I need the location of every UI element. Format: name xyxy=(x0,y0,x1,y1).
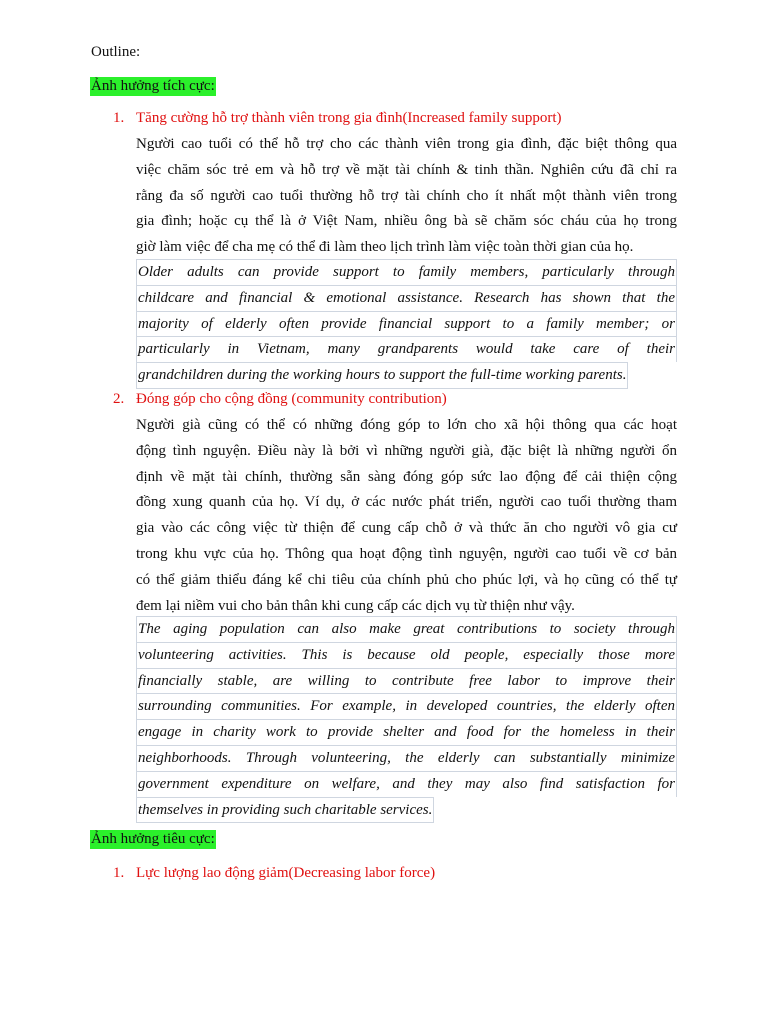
positive-effects-heading: Ảnh hưởng tích cực: xyxy=(91,78,215,94)
item-1-vi-line: Người cao tuổi có thể hỗ trợ cho các thành viên trong gia đình, đặc biệt thông qua xyxy=(136,136,677,152)
item-2-english-paragraph xyxy=(136,616,677,823)
negative-effects-heading: Ảnh hưởng tiêu cực: xyxy=(91,831,215,847)
item-1-en-line: childcare and financial & emotional assistance. Research has shown that the xyxy=(136,285,677,311)
item-2-vi-line: động tình nguyện. Điều này là bởi vì những người già, đặc biệt là những người ổn xyxy=(136,442,677,459)
item-3-number: 1. xyxy=(113,865,125,881)
item-1-title-text: Tăng cường hỗ trợ thành viên trong gia đình(Increased family support) xyxy=(136,110,562,126)
item-1-vietnamese-paragraph xyxy=(136,132,677,261)
item-2-en-line: volunteering activities. This is because old people, especially those more xyxy=(136,642,677,668)
item-2-en-line: financially stable, are willing to contribute free labor to improve their xyxy=(136,668,677,694)
item-1-en-line: majority of elderly often provide financial support to a family member; or xyxy=(136,311,677,337)
item-1-number: 1. xyxy=(113,110,125,126)
item-2-vietnamese-paragraph xyxy=(136,413,677,619)
item-2-en-line: engage in charity work to provide shelter and food for the homeless in their xyxy=(136,719,677,745)
item-2-title-text: Đóng góp cho cộng đồng (community contribution) xyxy=(136,391,447,407)
item-2-en-line: themselves in providing such charitable services. xyxy=(136,797,434,824)
item-1-title xyxy=(113,110,562,127)
item-2-en-line: The aging population can also make great contributions to society through xyxy=(136,616,677,642)
item-3-title-text: Lực lượng lao động giảm(Decreasing labor force) xyxy=(136,865,436,881)
item-1-vi-line: gia đình; hoặc cụ thể là ở Việt Nam, nhiều ông bà sẽ chăm sóc cháu của họ trong xyxy=(136,213,677,230)
item-1-vi-line: rằng đa số người cao tuổi thường hỗ trợ tài chính cho ít nhất một thành viên trong xyxy=(136,187,677,204)
item-1-en-line: grandchildren during the working hours to support the full-time working parents. xyxy=(136,362,628,389)
item-1-en-line: particularly in Vietnam, many grandparents would take care of their xyxy=(136,336,677,362)
item-2-en-line: neighborhoods. Through volunteering, the elderly can substantially minimize xyxy=(136,745,677,771)
item-1-en-line: Older adults can provide support to family members, particularly through xyxy=(136,259,677,285)
item-2-vi-line: đồng xung quanh của họ. Ví dụ, ở các nước phát triển, người cao tuổi thường tham xyxy=(136,494,677,511)
item-2-vi-line: định về mặt tài chính, thường sẵn sàng đóng góp sức lao động để cải thiện cộng xyxy=(136,468,677,485)
item-2-en-line: government expenditure on welfare, and they may also find satisfaction for xyxy=(136,771,677,797)
item-2-vi-line: đem lại niềm vui cho bản thân khi cung cấp các dịch vụ từ thiện như vậy. xyxy=(136,597,575,614)
item-2-vi-line: gia vào các công việc từ thiện để cung cấp chỗ ở và thức ăn cho người vô gia cư xyxy=(136,520,677,537)
item-2-vi-line: có thể giảm thiểu đáng kể chi tiêu của chính phủ cho phúc lợi, và họ cũng có thể tự xyxy=(136,571,677,588)
item-2-vi-line: trong khu vực của họ. Thông qua hoạt động tình nguyện, người cao tuổi về cơ bản xyxy=(136,545,677,562)
item-3-title xyxy=(113,865,435,882)
item-2-vi-line: Người già cũng có thể có những đóng góp to lớn cho xã hội thông qua các hoạt xyxy=(136,417,677,433)
item-2-en-line: surrounding communities. For example, in developed countries, the elderly often xyxy=(136,693,677,719)
item-1-english-paragraph xyxy=(136,259,677,389)
item-2-title xyxy=(113,391,447,408)
item-1-vi-line: giờ làm việc để cha mẹ có thể đi làm theo lịch trình làm việc toàn thời gian của họ. xyxy=(136,239,634,256)
outline-label: Outline: xyxy=(91,44,141,60)
item-2-number: 2. xyxy=(113,391,125,407)
item-1-vi-line: việc chăm sóc trẻ em và hỗ trợ về mặt tài chính & tinh thần. Nghiên cứu đã chỉ ra xyxy=(136,161,677,178)
